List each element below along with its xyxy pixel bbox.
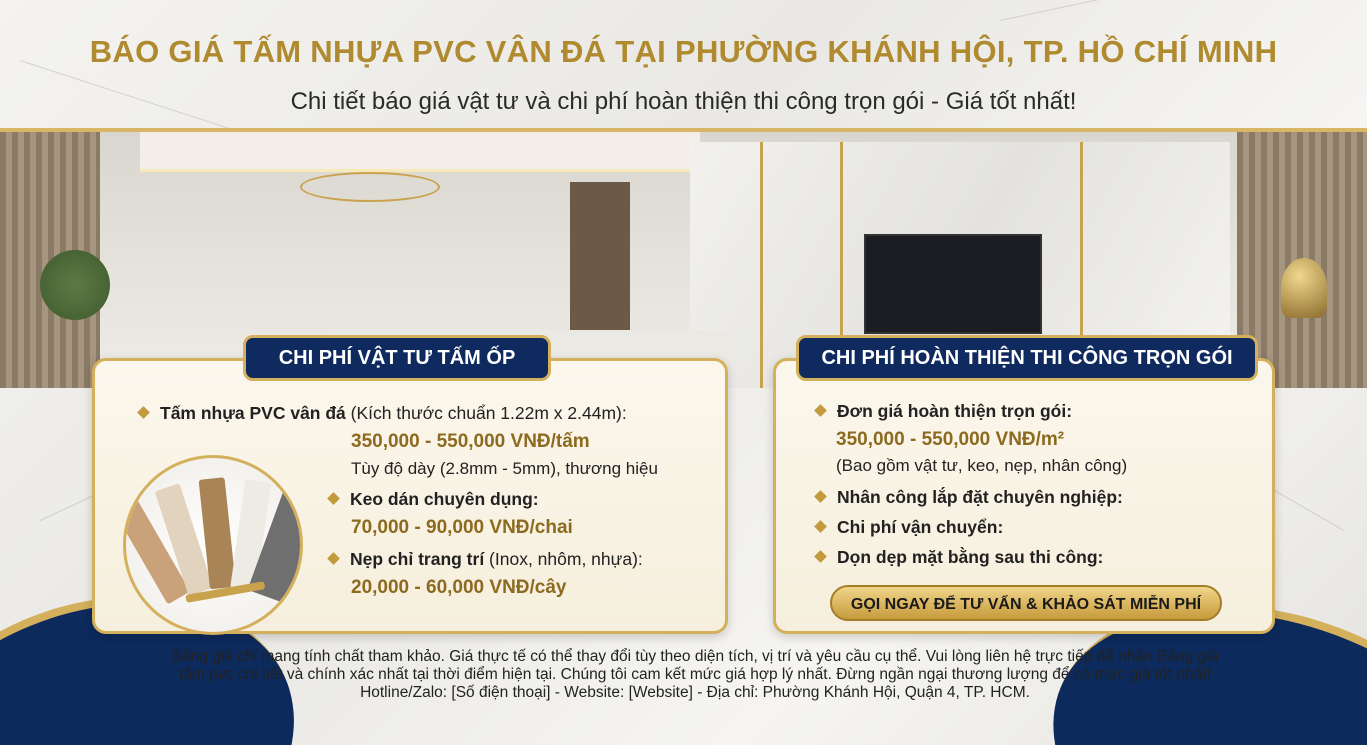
call-now-button[interactable]: GỌI NGAY ĐỂ TƯ VẤN & KHẢO SÁT MIỄN PHÍ [830,585,1222,621]
diamond-bullet-icon [327,552,340,565]
item-label: Nhân công lắp đặt chuyên nghiệp: [837,487,1123,507]
item-label: Đơn giá hoàn thiện trọn gói: [837,401,1073,421]
diamond-bullet-icon [814,520,827,533]
install-item-labor [816,487,1123,508]
contact-line: Hotline/Zalo: [Số điện thoại] - Website: [Website] - Địa chỉ: Phường Khánh Hội, Quận 4, TP. HCM. [360,684,1030,701]
television [864,234,1042,334]
package-note: (Bao gồm vật tư, keo, nẹp, nhân công) [836,456,1128,475]
installation-cost-card [773,347,1275,634]
materials-heading: CHI PHÍ VẬT TƯ TẤM ỐP [243,335,551,381]
item-label: Chi phí vận chuyển: [837,517,1004,537]
gold-trim [760,142,763,388]
diamond-bullet-icon [327,492,340,505]
install-item-transport [816,517,1003,538]
diamond-bullet-icon [814,550,827,563]
diamond-bullet-icon [814,404,827,417]
item-label: Tấm nhựa PVC vân đá [160,403,346,423]
decor-vase [1281,258,1327,318]
diamond-bullet-icon [137,406,150,419]
diamond-bullet-icon [814,490,827,503]
item-label: Keo dán chuyên dụng: [350,489,539,509]
ceiling-light [140,132,700,172]
item-detail: (Kích thước chuẩn 1.22m x 2.44m): [345,403,627,423]
item-label: Nẹp chỉ trang trí [350,549,485,569]
material-item-panel [139,403,627,424]
page-subtitle: Chi tiết báo giá vật tư và chi phí hoàn thiện thi công trọn gói - Giá tốt nhất! [290,88,1077,115]
package-price: 350,000 - 550,000 VNĐ/m² [836,429,1065,450]
install-item-cleanup [816,547,1103,568]
material-item-glue [329,489,539,510]
footer [170,648,1220,702]
installation-heading: CHI PHÍ HOÀN THIỆN THI CÔNG TRỌN GÓI [796,335,1258,381]
glue-price: 70,000 - 90,000 VNĐ/chai [351,517,573,538]
material-item-trim [329,549,643,570]
pvc-samples-image [123,455,303,635]
materials-cost-card [92,347,728,634]
disclaimer-text: Bảng giá chỉ mang tính chất tham khảo. Giá thực tế có thể thay đổi tùy theo diện tích, vị trí và yêu cầu cụ thể. Vui lòng liên hệ trực tiếp để nhận Bảng giá tấm pvc chi tiết và chính xác nhất tại thời điểm hiện tại. Chúng tôi cam kết mức giá hợp lý nhất. Đừng ngần ngại thương lượng để có mức giá tốt nhất! [171,648,1219,683]
panel-price: 350,000 - 550,000 VNĐ/tấm [351,431,590,452]
install-item-package [816,401,1072,422]
panel-note: Tùy độ dày (2.8mm - 5mm), thương hiệu [351,459,658,478]
pendant-lamp [300,172,440,202]
item-detail: (Inox, nhôm, nhựa): [484,549,643,569]
plant [40,250,110,320]
item-label: Dọn dẹp mặt bằng sau thi công: [837,547,1104,567]
page-title: BÁO GIÁ TẤM NHỰA PVC VÂN ĐÁ TẠI PHƯỜNG KHÁNH HỘI, TP. HỒ CHÍ MINH [89,34,1278,69]
trim-price: 20,000 - 60,000 VNĐ/cây [351,577,567,598]
